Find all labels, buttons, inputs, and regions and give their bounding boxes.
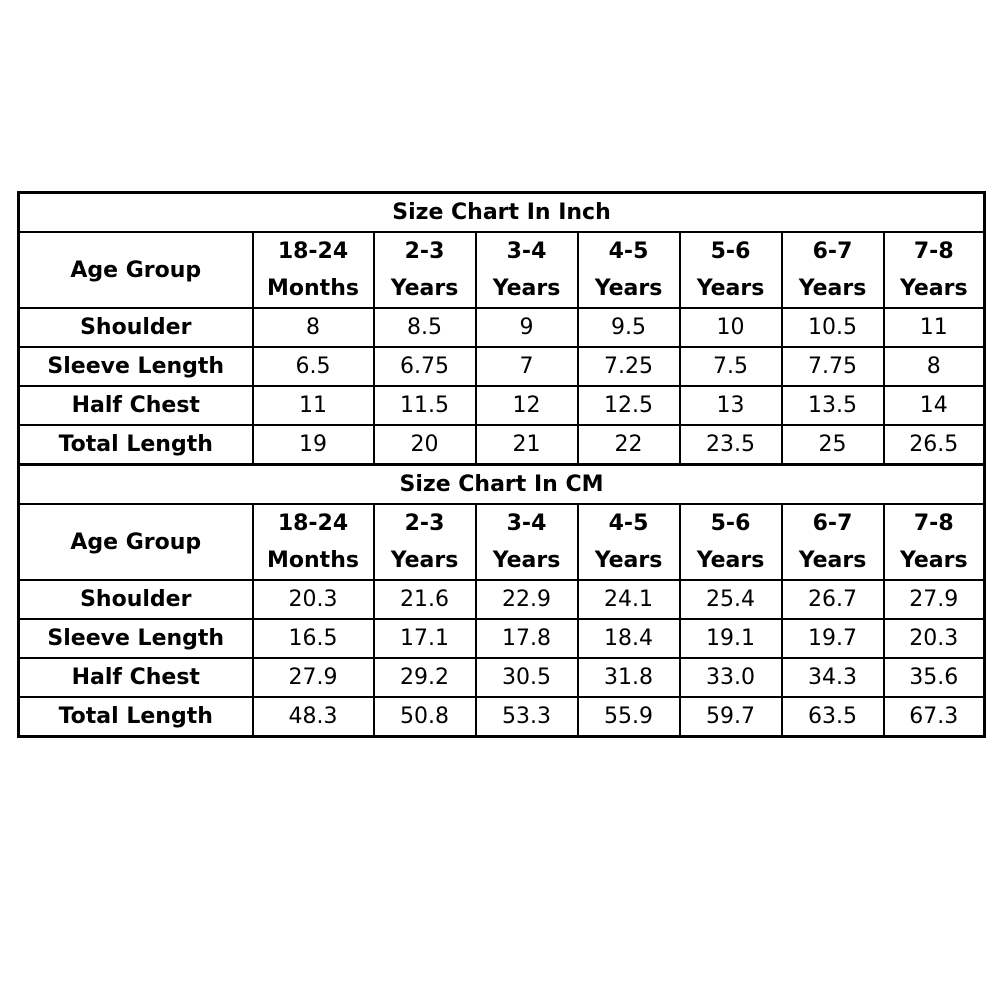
inch-chart-title: Size Chart In Inch [19,193,985,233]
inch-title-row [19,193,985,233]
table-cell: 10.5 [782,308,884,347]
table-cell: 11.5 [374,386,476,425]
table-cell: 23.5 [680,425,782,465]
table-cell: 9.5 [578,308,680,347]
table-cell: 13 [680,386,782,425]
cm-size-header: 2-3 Years [374,504,476,580]
table-cell: 20.3 [884,619,985,658]
table-cell: 63.5 [782,697,884,737]
row-label: Sleeve Length [19,347,253,386]
row-label: Total Length [19,425,253,465]
table-cell: 21 [476,425,578,465]
table-cell: 27.9 [884,580,985,619]
table-cell: 20.3 [253,580,374,619]
table-cell: 6.5 [253,347,374,386]
table-cell: 19.7 [782,619,884,658]
row-label: Sleeve Length [19,619,253,658]
table-cell: 20 [374,425,476,465]
row-label: Shoulder [19,580,253,619]
table-cell: 19.1 [680,619,782,658]
table-cell: 6.75 [374,347,476,386]
table-cell: 30.5 [476,658,578,697]
table-row [19,308,985,347]
table-cell: 7.25 [578,347,680,386]
cm-size-header: 18-24 Months [253,504,374,580]
cm-title-row [19,465,985,505]
table-cell: 24.1 [578,580,680,619]
inch-size-header: 3-4 Years [476,232,578,308]
row-label: Total Length [19,697,253,737]
size-chart-table [17,191,986,738]
table-cell: 59.7 [680,697,782,737]
table-cell: 25.4 [680,580,782,619]
table-cell: 13.5 [782,386,884,425]
row-label: Half Chest [19,658,253,697]
table-row [19,697,985,737]
cm-age-group-row [19,504,985,580]
cm-size-header: 5-6 Years [680,504,782,580]
row-label: Half Chest [19,386,253,425]
cm-size-header: 3-4 Years [476,504,578,580]
table-cell: 25 [782,425,884,465]
inch-age-group-row [19,232,985,308]
row-label: Shoulder [19,308,253,347]
table-cell: 29.2 [374,658,476,697]
cm-size-header: 7-8 Years [884,504,985,580]
table-cell: 48.3 [253,697,374,737]
table-cell: 21.6 [374,580,476,619]
inch-size-header: 18-24 Months [253,232,374,308]
table-cell: 11 [253,386,374,425]
table-cell: 17.1 [374,619,476,658]
table-row [19,386,985,425]
inch-size-header: 6-7 Years [782,232,884,308]
inch-size-header: 2-3 Years [374,232,476,308]
table-cell: 26.5 [884,425,985,465]
table-cell: 18.4 [578,619,680,658]
table-cell: 31.8 [578,658,680,697]
table-cell: 8.5 [374,308,476,347]
table-cell: 27.9 [253,658,374,697]
table-cell: 53.3 [476,697,578,737]
table-cell: 12 [476,386,578,425]
table-cell: 7.5 [680,347,782,386]
table-cell: 7.75 [782,347,884,386]
cm-size-header: 6-7 Years [782,504,884,580]
table-cell: 34.3 [782,658,884,697]
table-cell: 22 [578,425,680,465]
cm-age-group-label: Age Group [19,504,253,580]
table-row [19,619,985,658]
table-cell: 12.5 [578,386,680,425]
table-cell: 19 [253,425,374,465]
table-cell: 16.5 [253,619,374,658]
table-cell: 10 [680,308,782,347]
table-cell: 33.0 [680,658,782,697]
table-row [19,347,985,386]
table-cell: 26.7 [782,580,884,619]
table-cell: 17.8 [476,619,578,658]
table-cell: 55.9 [578,697,680,737]
table-cell: 14 [884,386,985,425]
cm-size-header: 4-5 Years [578,504,680,580]
table-cell: 7 [476,347,578,386]
inch-age-group-label: Age Group [19,232,253,308]
inch-size-header: 4-5 Years [578,232,680,308]
inch-size-header: 7-8 Years [884,232,985,308]
table-cell: 8 [884,347,985,386]
table-row [19,658,985,697]
table-cell: 9 [476,308,578,347]
table-row [19,425,985,465]
table-cell: 35.6 [884,658,985,697]
table-row [19,580,985,619]
table-cell: 22.9 [476,580,578,619]
table-cell: 67.3 [884,697,985,737]
inch-size-header: 5-6 Years [680,232,782,308]
table-cell: 50.8 [374,697,476,737]
cm-chart-title: Size Chart In CM [19,465,985,505]
table-cell: 11 [884,308,985,347]
table-cell: 8 [253,308,374,347]
